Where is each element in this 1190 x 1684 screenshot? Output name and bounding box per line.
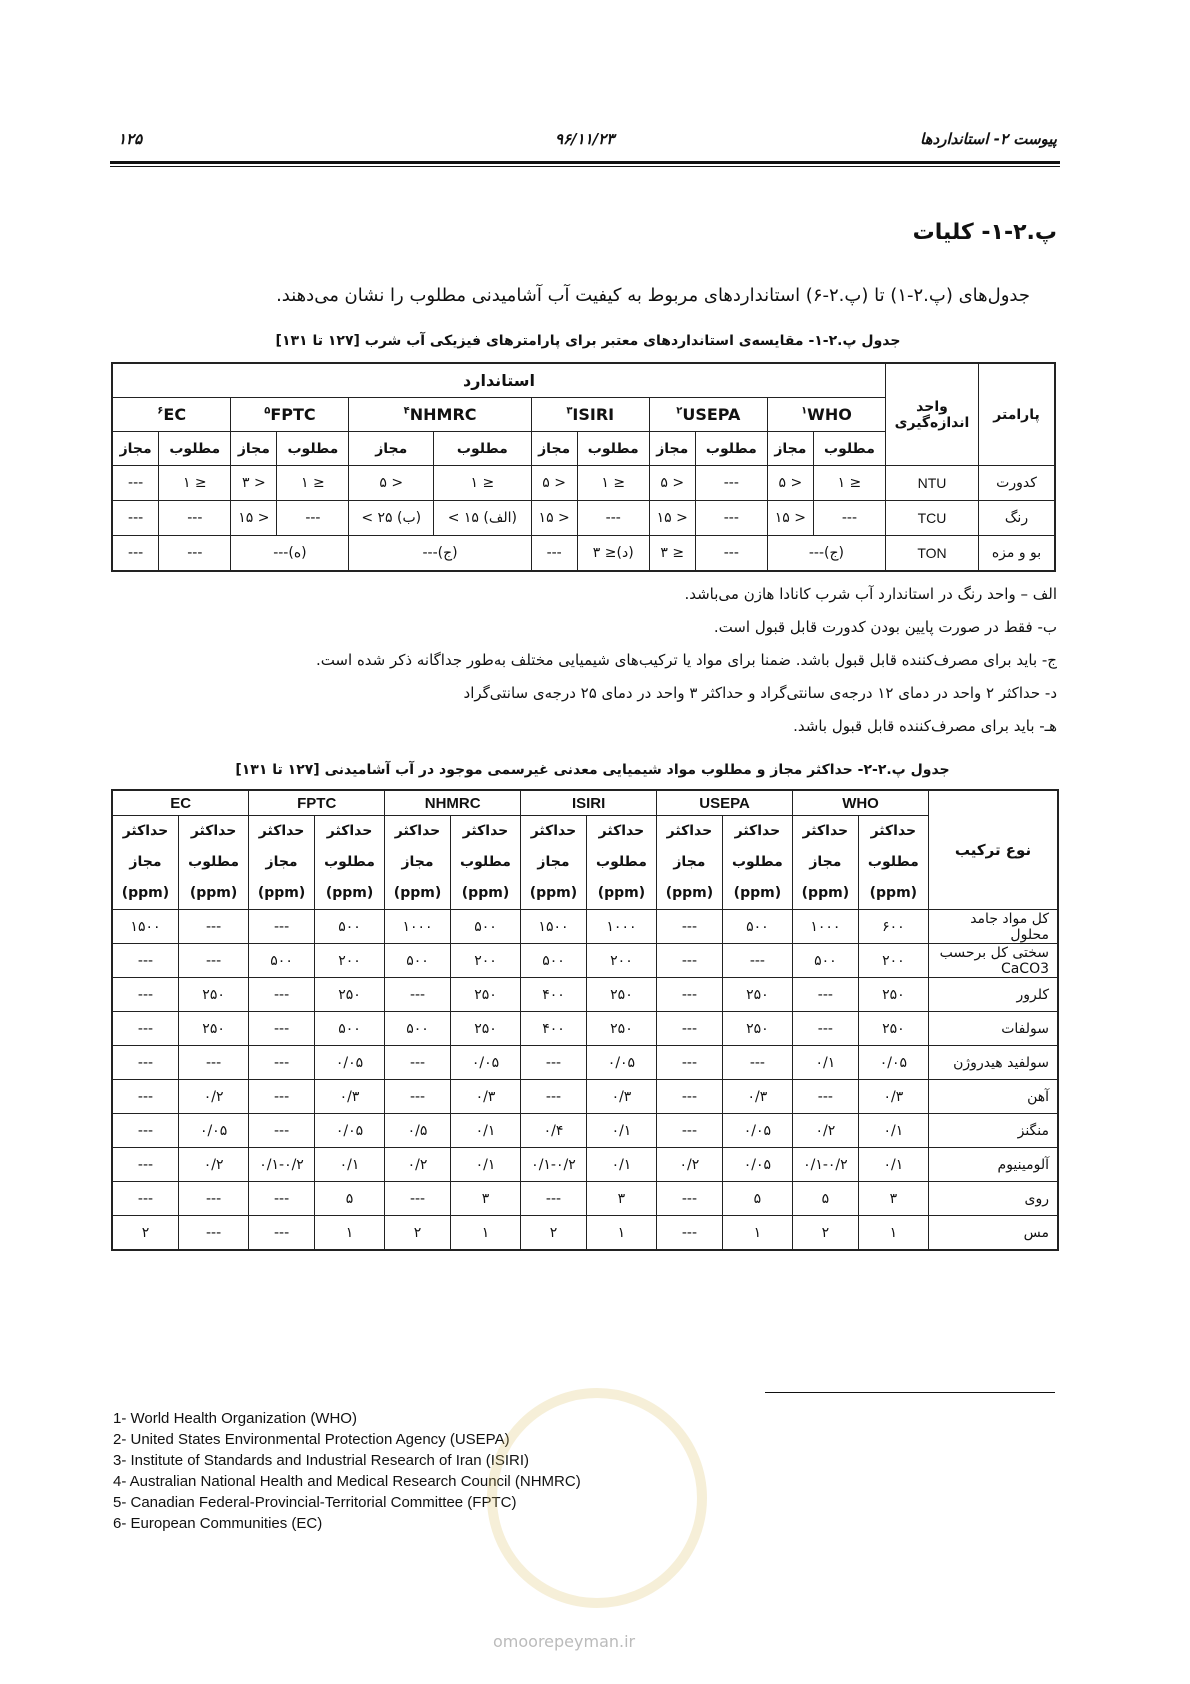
max-desired-header <box>178 816 248 910</box>
max-desired-header <box>314 816 384 910</box>
value-cell: --- <box>178 1046 248 1080</box>
value-cell: --- <box>249 1182 315 1216</box>
value-cell: ۲۵۰ <box>858 1012 928 1046</box>
desired-header: مطلوب <box>695 432 767 466</box>
value-cell: ۲۵۰ <box>450 1012 520 1046</box>
value-cell: --- <box>112 978 178 1012</box>
value-cell: --- <box>112 1182 178 1216</box>
value-cell: --- <box>385 978 451 1012</box>
standard-usepa: $^۲$USEPA <box>649 398 767 432</box>
header-line: (ppm) <box>869 885 918 901</box>
header-line: (ppm) <box>733 885 782 901</box>
header-line: مطلوب <box>324 854 375 870</box>
table-row <box>112 536 1055 572</box>
value-cell: --- <box>695 536 767 572</box>
desired-header: مطلوب <box>813 432 885 466</box>
max-allowed-header <box>793 816 859 910</box>
max-allowed-header <box>657 816 723 910</box>
value-cell: --- <box>249 1046 315 1080</box>
header-line: (ppm) <box>665 885 714 901</box>
value-cell: < ۱۵ <box>767 501 813 536</box>
max-allowed-header <box>112 816 178 910</box>
value-cell: (الف) ۱۵ > <box>433 501 531 536</box>
header-line: مطلوب <box>867 854 919 870</box>
max-allowed-header <box>521 816 587 910</box>
value-cell: ۳ <box>858 1182 928 1216</box>
header-line: (ppm) <box>597 885 646 901</box>
param-name: بو و مزه <box>979 536 1056 572</box>
header-line: مطلوب <box>460 854 511 870</box>
value-cell: ۲ <box>385 1216 451 1251</box>
header-date: ۹۶/۱۱/۲۳ <box>555 130 615 148</box>
param-name: کدورت <box>979 466 1056 501</box>
table1-caption: جدول پ.۲-۱- مقایسه‌ی استانداردهای معتبر برای پارامترهای فیزیکی آب شرب [۱۲۷ تا ۱۳۱] <box>275 333 901 349</box>
header-line: حداکثر <box>530 823 577 839</box>
value-cell: < ۵ <box>767 466 813 501</box>
value-cell: --- <box>249 1012 315 1046</box>
value-cell: --- <box>657 1012 723 1046</box>
value-cell: ≤ ۱ <box>159 466 231 501</box>
value-cell: < ۵ <box>531 466 577 501</box>
param-name: رنگ <box>979 501 1056 536</box>
value-cell: ۵ <box>722 1182 792 1216</box>
header-rule <box>110 161 1060 164</box>
value-cell: ≤ ۱ <box>813 466 885 501</box>
value-cell: ۲۰۰ <box>314 944 384 978</box>
value-cell: --- <box>657 978 723 1012</box>
max-desired-header <box>450 816 520 910</box>
value-cell: ۲۰۰ <box>586 944 656 978</box>
header-line: مجاز <box>809 854 842 870</box>
value-cell: ۰/۱ <box>858 1148 928 1182</box>
unit-cell: TCU <box>886 501 979 536</box>
value-cell: ۲ <box>793 1216 859 1251</box>
header-line: حداکثر <box>598 823 645 839</box>
header-line: حداکثر <box>122 823 169 839</box>
param-header: پارامتر <box>979 363 1056 466</box>
footnote-4: 4- Australian National Health and Medical Research Council (NHMRC) <box>113 1473 581 1490</box>
note-c: ج- باید برای مصرف‌کننده قابل قبول باشد. ضمنا برای مواد یا ترکیب‌های شیمیایی مختلف به‌طور جداگانه ذکر شده است. <box>315 651 1057 669</box>
value-cell: ۲۵۰ <box>858 978 928 1012</box>
footnote-5: 5- Canadian Federal-Provincial-Territorial Committee (FPTC) <box>113 1494 517 1511</box>
value-cell: --- <box>249 1114 315 1148</box>
header-line: مجاز <box>401 854 434 870</box>
header-line: مجاز <box>537 854 570 870</box>
unit-cell: NTU <box>886 466 979 501</box>
value-cell: --- <box>695 466 767 501</box>
value-cell: ۰/۳ <box>722 1080 792 1114</box>
compound-name: سولفید هیدروژن <box>929 1046 1059 1080</box>
table1-body <box>112 466 1055 572</box>
allowed-header: مجاز <box>767 432 813 466</box>
value-cell: ۰/۱ <box>450 1148 520 1182</box>
value-cell: --- <box>112 501 159 536</box>
value-cell: ۰/۱-۰/۲ <box>793 1148 859 1182</box>
value-cell: ۰/۳ <box>450 1080 520 1114</box>
value-cell: ۲۵۰ <box>178 1012 248 1046</box>
value-cell: --- <box>159 536 231 572</box>
max-desired-header <box>858 816 928 910</box>
footnote-3: 3- Institute of Standards and Industrial Research of Iran (ISIRI) <box>113 1452 530 1469</box>
footnote-mark: ۱ <box>801 405 808 417</box>
value-cell: ۲۵۰ <box>722 1012 792 1046</box>
max-allowed-header <box>385 816 451 910</box>
value-cell: ۲۵۰ <box>314 978 384 1012</box>
footnote-rule <box>765 1392 1055 1393</box>
value-cell: ۱ <box>722 1216 792 1251</box>
value-cell: ۰/۰۵ <box>314 1046 384 1080</box>
footnote-2: 2- United States Environmental Protection Agency (USEPA) <box>113 1431 510 1448</box>
header-line: مطلوب <box>188 854 240 870</box>
header-line: (ppm) <box>325 885 374 901</box>
value-cell: ۱ <box>314 1216 384 1251</box>
value-cell: --- <box>385 1046 451 1080</box>
value-cell: ≤ ۱ <box>277 466 349 501</box>
table-row <box>112 910 1058 944</box>
value-cell: --- <box>793 1012 859 1046</box>
value-cell: --- <box>521 1046 587 1080</box>
value-cell: --- <box>722 944 792 978</box>
value-cell: ۱۵۰۰ <box>112 910 178 944</box>
value-cell: ۰/۱ <box>314 1148 384 1182</box>
value-cell: ۲ <box>112 1216 178 1251</box>
value-cell: (ه)--- <box>231 536 349 572</box>
header-line: حداکثر <box>666 823 713 839</box>
value-cell: ۵۰۰ <box>314 1012 384 1046</box>
header-line: حداکثر <box>802 823 849 839</box>
value-cell: --- <box>249 1216 315 1251</box>
value-cell: --- <box>112 466 159 501</box>
value-cell: ۰/۳ <box>858 1080 928 1114</box>
watermark-text: omoorepeyman.ir <box>493 1632 636 1651</box>
value-cell: --- <box>657 1216 723 1251</box>
standard-ec: EC <box>112 790 249 816</box>
value-cell: ۵۰۰ <box>249 944 315 978</box>
value-cell: --- <box>722 1046 792 1080</box>
value-cell: ۰/۲ <box>657 1148 723 1182</box>
value-cell: --- <box>385 1182 451 1216</box>
value-cell: ۵۰۰ <box>521 944 587 978</box>
footnote-6: 6- European Communities (EC) <box>113 1515 323 1532</box>
value-cell: ۵۰۰ <box>450 910 520 944</box>
chemical-parameters-table <box>111 789 1059 1251</box>
value-cell: --- <box>657 1114 723 1148</box>
value-cell: ۵ <box>314 1182 384 1216</box>
table-row <box>112 466 1055 501</box>
allowed-header: مجاز <box>531 432 577 466</box>
table-row <box>112 1216 1058 1251</box>
unit-header: واحد اندازه‌گیری <box>886 363 979 466</box>
value-cell: ۵۰۰ <box>385 944 451 978</box>
value-cell: ۱ <box>450 1216 520 1251</box>
value-cell: --- <box>112 536 159 572</box>
desired-header: مطلوب <box>577 432 649 466</box>
header-line: حداکثر <box>734 823 781 839</box>
value-cell: --- <box>695 501 767 536</box>
table-row <box>112 501 1055 536</box>
value-cell: ۰/۰۵ <box>450 1046 520 1080</box>
value-cell: ۲۰۰ <box>858 944 928 978</box>
value-cell: ۰/۱-۰/۲ <box>521 1148 587 1182</box>
table2-subheader-row <box>112 816 1058 910</box>
value-cell: ۰/۱ <box>793 1046 859 1080</box>
footnote-mark: ۶ <box>157 405 164 417</box>
footnote-mark: ۳ <box>566 405 573 417</box>
value-cell: ۰/۲ <box>385 1148 451 1182</box>
header-line: مجاز <box>673 854 706 870</box>
header-line: حداکثر <box>258 823 305 839</box>
value-cell: --- <box>531 536 577 572</box>
standard-who: $^۱$WHO <box>767 398 885 432</box>
note-b: ب- فقط در صورت پایین بودن کدورت قابل قبول است. <box>713 618 1057 636</box>
header-line: مطلوب <box>596 854 647 870</box>
unit-cell: TON <box>886 536 979 572</box>
value-cell: < ۵ <box>349 466 434 501</box>
value-cell: ۲ <box>521 1216 587 1251</box>
value-cell: --- <box>657 910 723 944</box>
header-line: (ppm) <box>257 885 306 901</box>
value-cell: ۱۰۰۰ <box>385 910 451 944</box>
note-d: د- حداکثر ۲ واحد در دمای ۱۲ درجه‌ی سانتی‌گراد و حداکثر ۳ واحد در دمای ۲۵ درجه‌ی سانتی‌گراد <box>463 684 1057 702</box>
value-cell: --- <box>657 1080 723 1114</box>
value-cell: < ۳ <box>231 466 277 501</box>
value-cell: --- <box>277 501 349 536</box>
page-number: ۱۲۵ <box>118 130 143 148</box>
value-cell: --- <box>112 944 178 978</box>
desired-header: مطلوب <box>159 432 231 466</box>
value-cell: --- <box>112 1114 178 1148</box>
table-row <box>112 1114 1058 1148</box>
value-cell: ۳ <box>586 1182 656 1216</box>
value-cell: ۰/۰۵ <box>586 1046 656 1080</box>
value-cell: --- <box>249 910 315 944</box>
value-cell: ۲۵۰ <box>450 978 520 1012</box>
value-cell: ≤ ۱ <box>577 466 649 501</box>
footnote-mark: ۵ <box>264 405 271 417</box>
intro-paragraph: جدول‌های (پ.۲-۱) تا (پ.۲-۶) استانداردهای مربوط به کیفیت آب آشامیدنی مطلوب را نشان می‌دهند. <box>276 285 1030 306</box>
footnote-mark: ۲ <box>676 405 683 417</box>
header-line: (ppm) <box>393 885 442 901</box>
allowed-header: مجاز <box>649 432 695 466</box>
value-cell: ۰/۰۵ <box>314 1114 384 1148</box>
value-cell: ۲۵۰ <box>586 978 656 1012</box>
table-row <box>112 1080 1058 1114</box>
header-section-title: پیوست ۲- استانداردها <box>920 130 1057 148</box>
value-cell: --- <box>793 1080 859 1114</box>
value-cell: --- <box>249 1080 315 1114</box>
value-cell: ۰/۱-۰/۲ <box>249 1148 315 1182</box>
table-row <box>112 1148 1058 1182</box>
value-cell: ۱۵۰۰ <box>521 910 587 944</box>
max-allowed-header <box>249 816 315 910</box>
value-cell: ≤ ۳ <box>649 536 695 572</box>
value-cell: ≤ ۱ <box>433 466 531 501</box>
value-cell: ۳ <box>450 1182 520 1216</box>
value-cell: < ۱۵ <box>531 501 577 536</box>
value-cell: (ب) ۲۵ > <box>349 501 434 536</box>
value-cell: ۵۰۰ <box>385 1012 451 1046</box>
value-cell: ۱۰۰۰ <box>586 910 656 944</box>
header-line: حداکثر <box>870 823 917 839</box>
standard-header: استاندارد <box>112 363 886 398</box>
compound-header-label: نوع ترکیب <box>954 841 1032 859</box>
footnote-1: 1- World Health Organization (WHO) <box>113 1410 357 1427</box>
compound-name: منگنز <box>929 1114 1059 1148</box>
value-cell: --- <box>178 1182 248 1216</box>
standard-isiri: $^۳$ISIRI <box>531 398 649 432</box>
header-line: حداکثر <box>190 823 237 839</box>
desired-header: مطلوب <box>277 432 349 466</box>
compound-name: سولفات <box>929 1012 1059 1046</box>
allowed-header: مجاز <box>112 432 159 466</box>
compound-name: سختی کل برحسب CaCO3 <box>929 944 1059 978</box>
value-cell: ۵۰۰ <box>314 910 384 944</box>
value-cell: ۰/۱ <box>450 1114 520 1148</box>
value-cell: --- <box>112 1012 178 1046</box>
compound-name: کلرور <box>929 978 1059 1012</box>
header-line: (ppm) <box>121 885 170 901</box>
compound-name: روی <box>929 1182 1059 1216</box>
value-cell: < ۱۵ <box>649 501 695 536</box>
allowed-header: مجاز <box>231 432 277 466</box>
value-cell: ۰/۰۵ <box>722 1114 792 1148</box>
value-cell: ۱ <box>586 1216 656 1251</box>
value-cell: ۲۵۰ <box>178 978 248 1012</box>
value-cell: --- <box>385 1080 451 1114</box>
value-cell: ۰/۲ <box>178 1148 248 1182</box>
value-cell: ۵۰۰ <box>793 944 859 978</box>
value-cell: ۰/۳ <box>586 1080 656 1114</box>
value-cell: ۰/۰۵ <box>178 1114 248 1148</box>
table2-standards-row <box>112 790 1058 816</box>
header-line: (ppm) <box>529 885 578 901</box>
value-cell: < ۱۵ <box>231 501 277 536</box>
value-cell: ۰/۳ <box>314 1080 384 1114</box>
value-cell: --- <box>813 501 885 536</box>
section-title: پ.۲-۱- کلیات <box>912 220 1057 245</box>
header-line: حداکثر <box>326 823 373 839</box>
compound-name: آهن <box>929 1080 1059 1114</box>
value-cell: ۰/۱ <box>858 1114 928 1148</box>
value-cell: ۰/۰۵ <box>722 1148 792 1182</box>
value-cell: --- <box>793 978 859 1012</box>
value-cell: ۰/۵ <box>385 1114 451 1148</box>
value-cell: ۰/۲ <box>178 1080 248 1114</box>
compound-header <box>929 790 1059 910</box>
header-line: مجاز <box>265 854 298 870</box>
value-cell: --- <box>657 1182 723 1216</box>
compound-name: آلومینیوم <box>929 1148 1059 1182</box>
watermark-seal <box>487 1388 707 1608</box>
value-cell: (د)≤ ۳ <box>577 536 649 572</box>
value-cell: --- <box>112 1046 178 1080</box>
value-cell: ۵۰۰ <box>722 910 792 944</box>
header-line: مطلوب <box>731 854 783 870</box>
value-cell: ۰/۰۵ <box>858 1046 928 1080</box>
value-cell: (ج)--- <box>767 536 885 572</box>
value-cell: ۵ <box>793 1182 859 1216</box>
value-cell: ۰/۱ <box>586 1148 656 1182</box>
value-cell: ۲۰۰ <box>450 944 520 978</box>
header-line: (ppm) <box>801 885 850 901</box>
compound-name: مس <box>929 1216 1059 1251</box>
value-cell: ۱۰۰۰ <box>793 910 859 944</box>
value-cell: --- <box>159 501 231 536</box>
compound-name: کل مواد جامد محلول <box>929 910 1059 944</box>
allowed-header: مجاز <box>349 432 434 466</box>
value-cell: --- <box>521 1182 587 1216</box>
header-line: (ppm) <box>189 885 238 901</box>
value-cell: < ۵ <box>649 466 695 501</box>
standard-fptc: $^۵$FPTC <box>231 398 349 432</box>
standard-usepa: USEPA <box>657 790 793 816</box>
value-cell: --- <box>521 1080 587 1114</box>
header-line: حداکثر <box>394 823 441 839</box>
value-cell: ۲۵۰ <box>586 1012 656 1046</box>
value-cell: ۱ <box>858 1216 928 1251</box>
header-line: مجاز <box>129 854 162 870</box>
value-cell: (ج)--- <box>349 536 531 572</box>
value-cell: --- <box>178 910 248 944</box>
value-cell: --- <box>112 1080 178 1114</box>
value-cell: ۰/۱ <box>586 1114 656 1148</box>
standard-nhmrc: $^۴$NHMRC <box>349 398 531 432</box>
header-line: (ppm) <box>461 885 510 901</box>
value-cell: --- <box>657 944 723 978</box>
header-rule-thin <box>110 166 1060 167</box>
table-row <box>112 944 1058 978</box>
standard-isiri: ISIRI <box>521 790 657 816</box>
table2-caption: جدول پ.۲-۲- حداکثر مجاز و مطلوب مواد شیمیایی معدنی غیرسمی موجود در آب آشامیدنی [۱۲۷ تا ۱۳۱] <box>235 762 950 778</box>
footnote-mark: ۴ <box>403 405 410 417</box>
desired-header: مطلوب <box>433 432 531 466</box>
table-row <box>112 978 1058 1012</box>
standard-ec: $^۶$EC <box>112 398 231 432</box>
value-cell: --- <box>178 1216 248 1251</box>
note-a: الف – واحد رنگ در استاندارد آب شرب کانادا هازن می‌باشد. <box>684 585 1057 603</box>
note-e: هـ- باید برای مصرف‌کننده قابل قبول باشد. <box>793 717 1057 735</box>
max-desired-header <box>722 816 792 910</box>
value-cell: ۶۰۰ <box>858 910 928 944</box>
value-cell: ۲۵۰ <box>722 978 792 1012</box>
table-row <box>112 1046 1058 1080</box>
value-cell: --- <box>249 978 315 1012</box>
max-desired-header <box>586 816 656 910</box>
value-cell: ۰/۴ <box>521 1114 587 1148</box>
table-row <box>112 1012 1058 1046</box>
standard-nhmrc: NHMRC <box>385 790 521 816</box>
value-cell: --- <box>178 944 248 978</box>
table2-body <box>112 910 1058 1251</box>
physical-parameters-table <box>111 362 1056 572</box>
table-row <box>112 1182 1058 1216</box>
value-cell: --- <box>657 1046 723 1080</box>
value-cell: ۴۰۰ <box>521 978 587 1012</box>
standard-who: WHO <box>793 790 929 816</box>
value-cell: --- <box>112 1148 178 1182</box>
value-cell: ۴۰۰ <box>521 1012 587 1046</box>
standard-fptc: FPTC <box>249 790 385 816</box>
value-cell: ۰/۲ <box>793 1114 859 1148</box>
header-line: حداکثر <box>462 823 509 839</box>
value-cell: --- <box>577 501 649 536</box>
